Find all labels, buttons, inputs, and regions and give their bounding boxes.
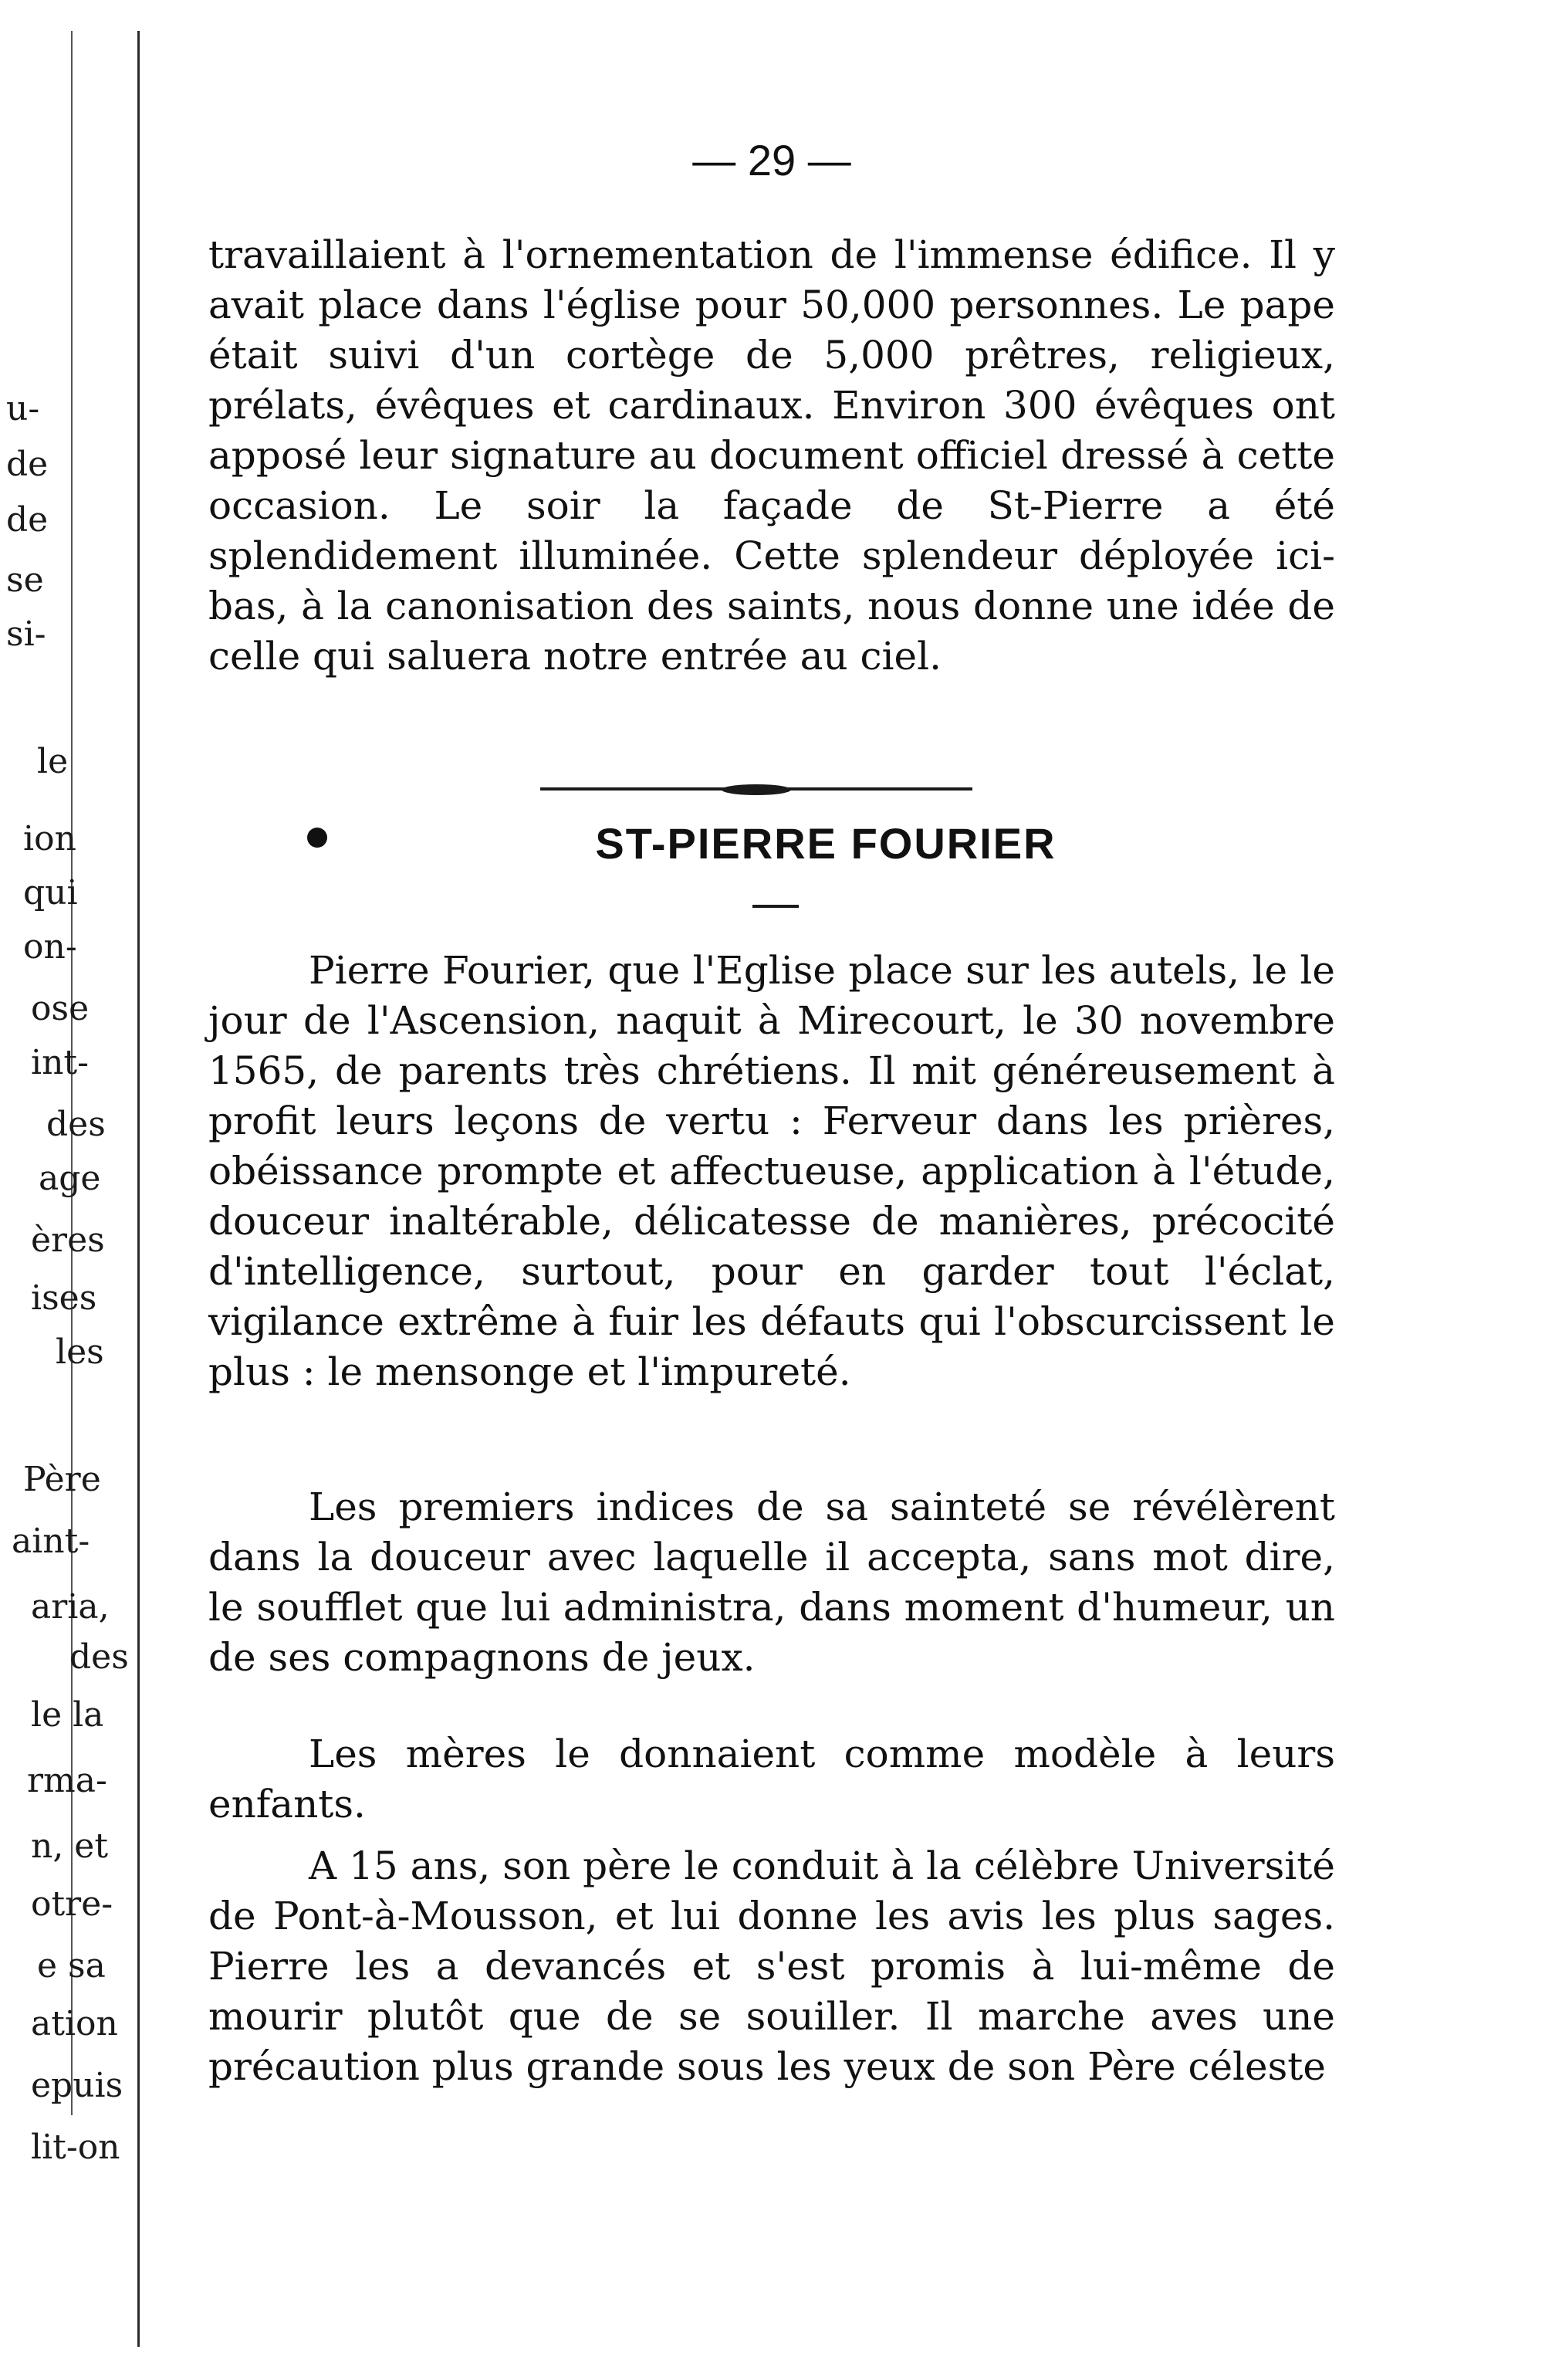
margin-fragment: se bbox=[6, 560, 44, 600]
margin-fragment: otre- bbox=[31, 1884, 113, 1924]
margin-fragment: int- bbox=[31, 1043, 89, 1082]
margin-fragment: n, et bbox=[31, 1826, 109, 1866]
margin-fragment: le la bbox=[31, 1695, 104, 1735]
margin-fragment: on- bbox=[23, 927, 77, 967]
paragraph-birth: Pierre Fourier, que l'Eglise place sur les autels, le le jour de l'Ascension, naquit à Mirecourt, le 30 novembre 1565, de parents très chrétiens. Il mit généreusement à profit leurs leçons de vertu : Ferveur dans les prières, obéissance prompte et affectueuse, application à l'étude, douceur inaltérable, délicatesse de manières, précocité d'intelligence, surtout, pour en garder tout l'éclat, vigilance extrême à fuir les défauts qui l'obscurcissent le plus : le mensonge et l'impureté. bbox=[208, 948, 1335, 1394]
margin-fragment: qui bbox=[23, 873, 78, 912]
section-divider-ornament bbox=[722, 784, 791, 795]
margin-fragment: des bbox=[69, 1637, 129, 1677]
margin-fragment: les bbox=[56, 1332, 104, 1372]
margin-fragment: Père bbox=[23, 1460, 101, 1499]
margin-fragment: u- bbox=[6, 389, 40, 428]
adjacent-page-margin bbox=[0, 0, 147, 2380]
margin-fragment: de bbox=[6, 500, 49, 540]
paragraph-first-signs: Les premiers indices de sa sainteté se révélèrent dans la douceur avec laquelle il accepta, sans mot dire, le soufflet que lui administra, dans moment d'humeur, un de ses compagnons de jeux. bbox=[208, 1485, 1335, 1680]
margin-fragment: aint- bbox=[12, 1522, 90, 1561]
margin-fragment: si- bbox=[6, 614, 46, 654]
margin-fragment: e sa bbox=[37, 1946, 106, 1986]
paragraph-intro: travaillaient à l'ornementation de l'immense édifice. Il y avait place dans l'église pour 50,000 personnes. Le pape était suivi d'un cortège de 5,000 prêtres, religieux, prélats, évêques et cardinaux. Environ 300 évêques ont apposé leur signature au document officiel dressé à cette occasion. Le soir la façade de St-Pierre a été splendidement illuminée. Cette splendeur déployée ici-bas, à la canonisation des saints, nous donne une idée de celle qui saluera notre entrée au ciel. bbox=[208, 232, 1335, 679]
margin-fragment: age bbox=[39, 1159, 101, 1198]
paragraph-university: A 15 ans, son père le conduit à la célèbre Université de Pont-à-Mousson, et lui donne les avis les plus sages. Pierre les a devancés et s'est promis à lui-même de mourir plutôt que de se souiller. Il marche aves une précaution plus grande sous les yeux de son Père céleste bbox=[208, 1843, 1335, 2089]
margin-fragment: lit-on bbox=[31, 2128, 120, 2167]
margin-fragment: le bbox=[37, 742, 69, 781]
margin-fragment: ises bbox=[31, 1278, 97, 1318]
margin-fragment: ation bbox=[31, 2004, 118, 2043]
margin-fragment: ion bbox=[23, 819, 76, 858]
heading-underline-dash bbox=[752, 905, 799, 908]
margin-fragment: ose bbox=[31, 989, 90, 1028]
margin-fragment: de bbox=[6, 445, 49, 484]
section-heading: ST-PIERRE FOURIER bbox=[595, 819, 1057, 868]
paragraph-mothers: Les mères le donnaient comme modèle à leurs enfants. bbox=[208, 1732, 1335, 1826]
page-number: — 29 — bbox=[692, 136, 851, 185]
margin-fragment: aria, bbox=[31, 1587, 110, 1627]
margin-fragment: des bbox=[46, 1105, 106, 1144]
margin-fragment: epuis bbox=[31, 2066, 123, 2105]
margin-fragment: rma- bbox=[27, 1761, 107, 1800]
margin-fragment: ères bbox=[31, 1220, 105, 1260]
